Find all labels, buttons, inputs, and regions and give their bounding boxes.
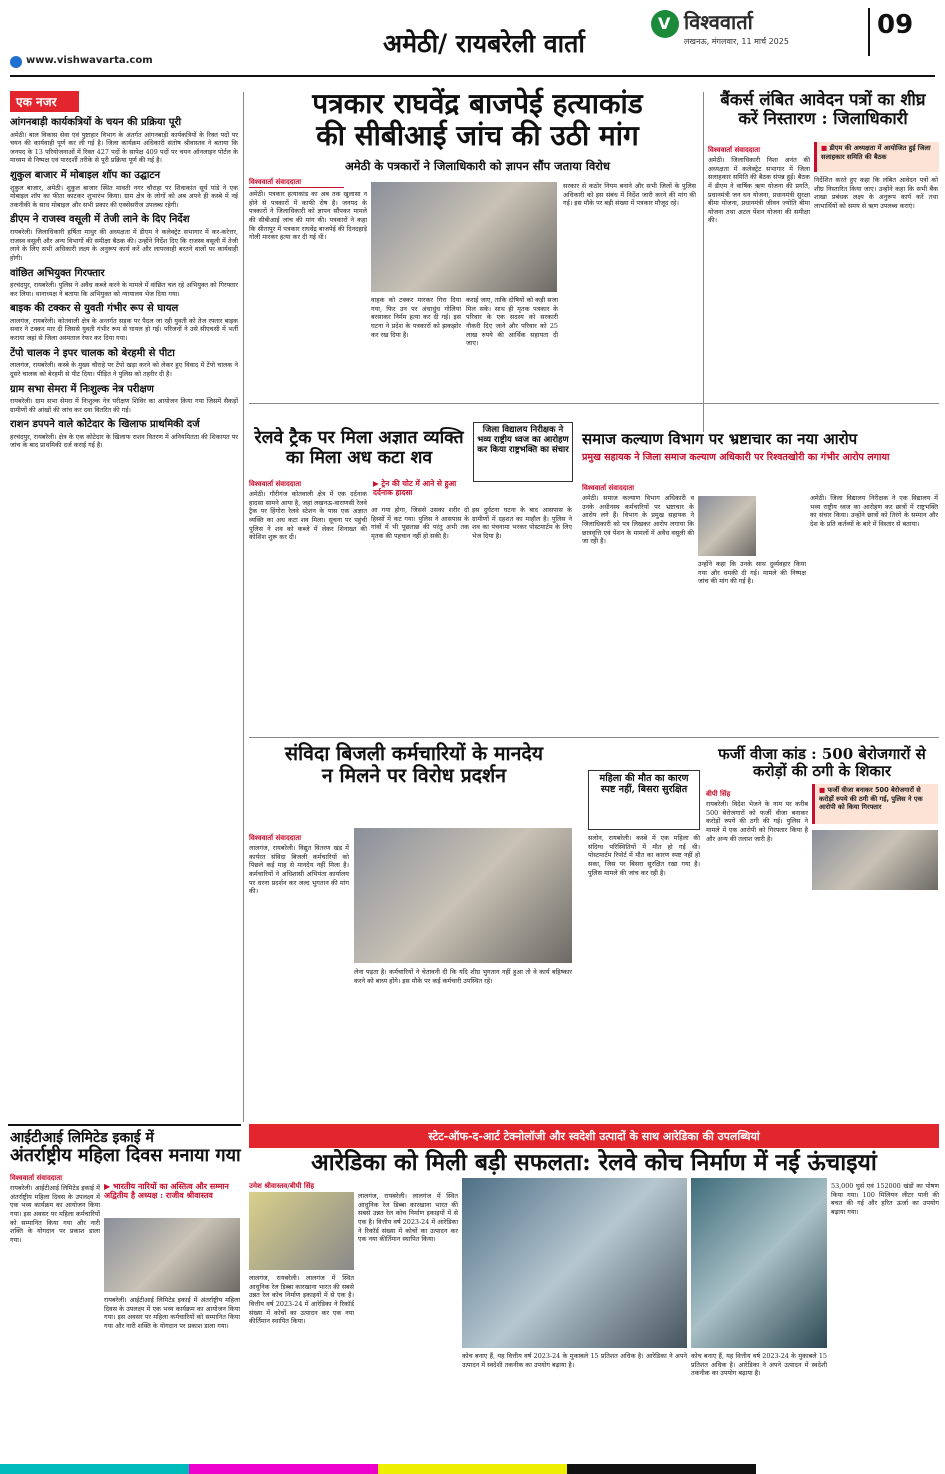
sidebar-headline: बाइक की टक्कर से युवती गंभीर रूप से घायल (10, 303, 179, 315)
rail-body-1: अमेठी। गौरीगंज कोतवाली क्षेत्र में एक दर्दनाक हादसा सामने आया है, जहां लखनऊ-वाराणसी रेलवे ट्रैक पर हिंगोरा रेलवे स्टेशन के पास एक अज्ञात व्यक्ति का अध कटा शव मिला। सूचना पर पहुंची पुलिस ने शव को कब्जे में लेकर शिनाख्त की कोशिश शुरू कर दी। (249, 490, 367, 542)
sidebar-headline: शुकुल बाजार में मोबाइल शॉप का उद्घाटन (10, 170, 161, 182)
sidebar-body: शुकुल बाजार, अमेठी। शुकुल बाजार स्थित मावती नगर चौराहा पर शिवाकांत सूर्य पांडे ने एक मोबाइल शॉप का फीता काटकर शुभारंभ किया। ग्राम क्षेत्र के लोगों को अब अपने ही कस्बे में नई तकनीकी के साथ मोबाइल और सभी प्रकार की एक्सेसरीज उपलब्ध रहेगी। (10, 183, 238, 209)
lead-credit: विश्ववार्ता संवाददाता (249, 178, 302, 186)
coach-credit: उमेश श्रीवास्तव/बीपी सिंह (249, 1182, 315, 1190)
social-body-2: उन्होंने कहा कि उनके साथ दुर्व्यवहार किया गया और धमकी दी गई। मामले की निष्पक्ष जांच की मांग की गई है। (698, 560, 806, 586)
social-body-1: अमेठी। समाज कल्याण विभाग अधिकारी व उनके अधीनस्थ कर्मचारियों पर भ्रष्टाचार के आरोप लगे हैं। विभाग के प्रमुख सहायक ने जिलाधिकारी को पत्र लिखकर आरोप लगाया कि छात्रवृत्ति एवं पेंशन के मामलों में अवैध वसूली की जा रही है। (582, 494, 694, 546)
masthead (0, 0, 945, 70)
coach-headline: आरेडिका को मिली बड़ी सफलता: रेलवे कोच निर्माण में नई ऊंचाइयां (311, 1149, 877, 1176)
rail-body-3: इस दुर्घटना घटना के बाद आसपास के ग्रामीणों में दहशत का माहौल है। पुलिस ने शव का पंचनामा भरकर पोस्टमार्टम के लिए भेज दिया है। (472, 506, 572, 540)
social-credit: विश्ववार्ता संवाददाता (582, 484, 635, 492)
school-body: अमेठी। जिला विद्यालय निरीक्षक ने एक विद्यालय में भव्य राष्ट्रीय ध्वज का आरोहण कर छात्रों में राष्ट्रभक्ति का संचार किया। उन्होंने छात्रों को तिरंगे के सम्मान और देश के प्रति कर्तव्यों के बारे में विस्तार से बताया। (810, 494, 938, 528)
lead-subhead: अमेठी के पत्रकारों ने जिलाधिकारी को ज्ञापन सौंप जताया विरोध (345, 159, 610, 173)
paper-name: विश्ववार्ता (684, 10, 753, 34)
sidebar-body: रायबरेली। जिलाधिकारी हर्षिता माथुर की अध्यक्षता में डीएम ने कलेक्ट्रेट सभागार में कर-करेत्तर, राजस्व वसूली और अन्य विभागों की समीक्षा बैठक की। उन्होंने निर्देश दिए कि राजस्व वसूली में तेजी लाने के लिए सभी अधिकारी लक्ष्य के अनुरूप कार्य करें और लापरवाही बरतने वालों पर कार्यवाही होगी। (10, 227, 238, 262)
lead-body-1: अमेठी। पत्रकार हत्याकांड का अब तक खुलासा न होने से पत्रकारों में काफी रोष है। जनपद के पत्रकारों ने जिलाधिकारी को ज्ञापन सौंपकर मामले की सीबीआई जांच की मांग की। पत्रकारों ने कहा कि सीतापुर में पत्रकार राघवेंद्र बाजपेई की दिनदहाड़े गोली मारकर हत्या कर दी गई थी। (249, 190, 367, 242)
bankers-highlight: ■ डीएम की अध्यक्षता में आयोजित हुई जिला सलाहकार समिति की बैठक (814, 142, 939, 172)
sidebar-body: हरचंदपुर, रायबरेली। क्षेत्र के एक कोटेदार के खिलाफ राशन वितरण में अनियमितता की शिकायत पर जांच के बाद प्राथमिकी दर्ज कराई गई है। (10, 432, 238, 450)
section-rule (249, 403, 939, 404)
coach-photo-1 (249, 1192, 354, 1270)
coach-body-1b: लालगंज, रायबरेली। लालगंज में स्थित आधुनिक रेल डिब्बा कारखाना भारत की सबसे उन्नत रेल कोच निर्माण इकाइयों में से एक है। वित्तीय वर्ष 2023-24 में आरेडिका ने रिकॉर्ड संख्या में कोचों का उत्पादन कर एक नया कीर्तिमान स्थापित किया। (358, 1192, 458, 1244)
bankers-credit: विश्ववार्ता संवाददाता (708, 146, 761, 154)
coach-photo-3 (691, 1178, 827, 1348)
header-rule (10, 75, 935, 77)
iti-photo (104, 1218, 240, 1292)
globe-icon (10, 56, 22, 68)
social-headline: समाज कल्याण विभाग पर भ्रष्टाचार का नया आरोप (582, 430, 858, 448)
divider (249, 187, 344, 188)
lead-headline: पत्रकार राघवेंद्र बाजपेई हत्याकांड की सीबीआई जांच की उठी मांग (312, 87, 643, 153)
sidebar (10, 91, 238, 1121)
sidebar-headline: डीएम ने राजस्व वसूली में तेजी लाने के दिए निर्देश (10, 214, 190, 226)
coach-body-2: कोच बनाए हैं, यह वित्तीय वर्ष 2023-24 के मुकाबले 15 प्रतिशत अधिक है। आरेडिका ने अपने उत्पादन में स्वदेशी तकनीक का उपयोग बढ़ाया है। (462, 1352, 687, 1369)
rail-body-2: आ गया होगा, जिससे उसका शरीर दो हिस्सों में कट गया। पुलिस ने आसपास के गांवों में भी पूछताछ की परंतु अभी तक मृतक की पहचान नहीं हो सकी है। (371, 506, 469, 540)
sidebar-headline: राशन डपपने वाले कोटेदार के खिलाफ प्राथमिकी दर्ज (10, 419, 200, 431)
rail-credit: विश्ववार्ता संवाददाता (249, 480, 302, 488)
lead-body-4: सरकार से कठोर नियम बनाने और सभी जिलों के पुलिस अधिकारी को इस संबंध में निर्देश जारी करने की मांग की गई। इस मौके पर बड़ी संख्या में पत्रकार मौजूद रहे। (563, 182, 696, 208)
sidebar-headline: वांछित अभियुक्त गिरफ्तार (10, 267, 105, 279)
sidebar-label: एक नजर (10, 91, 79, 112)
website-link[interactable]: www.vishwavarta.com (26, 55, 153, 66)
electric-body-1: लालगंज, रायबरेली। विद्युत वितरण खंड में कार्यरत संविदा बिजली कर्मचारियों को पिछले कई माह से मानदेय नहीं मिला है। कर्मचारियों ने अधिशासी अभियंता कार्यालय पर धरना प्रदर्शन कर जल्द भुगतान की मांग की। (249, 844, 349, 896)
sidebar-body: हरचंदपुर, रायबरेली। पुलिस ने अवैध कब्जे करने के मामले में वांछित चल रहे अभियुक्त को गिरफ्तार कर लिया। थानाध्यक्ष ने बताया कि अभियुक्त को न्यायालय भेज दिया गया। (10, 281, 238, 298)
sidebar-headline: ग्राम सभा सेमरा में निःशुल्क नेत्र परीक्षण (10, 383, 154, 395)
visa-photo (812, 830, 938, 890)
sidebar-headline: आंगनबाड़ी कार्यकत्रियों के चयन की प्रक्रिया पूरी (10, 117, 182, 128)
section-rule (8, 1124, 241, 1126)
column-divider (703, 92, 704, 432)
visa-headline: फर्जी वीजा कांड : 500 बेरोजगारों से करोड़ों की ठगी के शिकार (718, 745, 926, 781)
coach-kicker: स्टेट-ऑफ-द-आर्ट टेक्नोलॉजी और स्वदेशी उत्पादों के साथ आरेडिका की उपलब्धियां (249, 1124, 939, 1148)
coach-body-1: लालगंज, रायबरेली। लालगंज में स्थित आधुनिक रेल डिब्बा कारखाना भारत की सबसे उन्नत रेल कोच निर्माण इकाइयों में से एक है। वित्तीय वर्ष 2023-24 में आरेडिका ने रिकॉर्ड संख्या में कोचों का उत्पादन कर एक नया कीर्तिमान स्थापित किया। (249, 1274, 354, 1326)
woman-headline-box (588, 770, 700, 830)
coach-body-2b: कोच बनाए हैं, यह वित्तीय वर्ष 2023-24 के मुकाबले 15 प्रतिशत अधिक है। आरेडिका ने अपने उत्पादन में स्वदेशी तकनीक का उपयोग बढ़ाया है। (691, 1352, 827, 1378)
woman-headline: महिला की मौत का कारण स्पष्ट नहीं, बिसरा सुरक्षित (599, 773, 689, 795)
iti-body: रायबरेली। आईटीआई लिमिटेड इकाई में अंतर्राष्ट्रीय महिला दिवस के उपलक्ष्य में एक भव्य कार्यक्रम का आयोजन किया गया। इस अवसर पर महिला कर्मचारियों को सम्मानित किया गया और नारी शक्ति के योगदान पर प्रकाश डाला गया। (10, 1184, 100, 1244)
electric-headline: संविदा बिजली कर्मचारियों के मानदेय न मिलने पर विरोध प्रदर्शन (284, 742, 544, 788)
sidebar-body: लालगंज, रायबरेली। कोतवाली क्षेत्र के अन्तर्गत सड़क पर पैदल जा रही युवती को तेज रफ्तार बाइक सवार ने टक्कर मार दी जिससे युवती गंभीर रूप से घायल हो गई। परिजनों ने उसे सीएचसी में भर्ती कराया जहां से जिला अस्पताल रेफर कर दिया गया। (10, 316, 238, 343)
electric-photo (354, 828, 572, 963)
paper-logo-icon: V (651, 10, 679, 38)
social-subhead: प्रमुख सहायक ने जिला समाज कल्याण अधिकारी पर रिश्वतखोरी का गंभीर आरोप लगाया (582, 452, 890, 463)
sidebar-body: अमेठी। बाल विकास सेवा एवं पुष्टाहार विभाग के अंतर्गत आंगनबाड़ी कार्यकत्रियों के रिक्त पदों पर चयन की कार्यवाही पूर्ण कर ली गई है। जिला कार्यक्रम अधिकारी संतोष श्रीवास्तव ने बताया कि जनपद के 13 परियोजनाओं में रिक्त 427 पदों के सापेक्ष 409 पदों पर चयन ऑनलाइन पोर्टल के माध्यम से निष्पक्ष एवं पारदर्शी तरीके से पूरी प्रक्रिया पूर्ण की गई है। (10, 130, 238, 165)
iti-headline: आईटीआई लिमिटेड इकाई में अंतर्राष्ट्रीय महिला दिवस मनाया गया (10, 1130, 241, 1167)
iti-credit: विश्ववार्ता संवाददाता (10, 1174, 63, 1182)
bankers-body-1: अमेठी। जिलाधिकारी निशा अनंत की अध्यक्षता में कलेक्ट्रेट सभागार में जिला सलाहकार समिति की बैठक संपन्न हुई। बैठक में डीएम ने वार्षिक ऋण योजना की प्रगति, प्रधानमंत्री जन धन योजना, प्रधानमंत्री सुरक्षा बीमा योजना, प्रधानमंत्री जीवन ज्योति बीमा योजना तथा अटल पेंशन योजना की समीक्षा की। (708, 156, 810, 225)
sidebar-body: रायबरेली। ग्राम सभा सेमरा में निःशुल्क नेत्र परीक्षण शिविर का आयोजन किया गया जिसमें सैकड़ों ग्रामीणों की आंखों की जांच कर दवा वितरित की गई। (10, 397, 238, 414)
school-headline-box (473, 422, 573, 482)
social-photo (698, 496, 756, 556)
lead-body-2: वाहक को टक्कर मारकर गिरा दिया गया, फिर उन पर अंधाधुंध गोलियां बरसाकर निर्मम हत्या कर दी गई। इस घटना ने प्रदेश के पत्रकारों को झकझोर कर रख दिया है। (371, 296, 461, 339)
sidebar-headline: टेंपो चालक ने इपर चालक को बेरहमी से पीटा (10, 347, 175, 359)
iti-deck: ▶ भारतीय नारियों का अस्तित्व और सम्मान अद्वितीय है अध्यक्ष : राजीव श्रीवास्तव (104, 1181, 229, 1201)
coach-body-3: 53,000 घुर्स एवं 152000 खंडों का पोषण किया गया। 100 मिलियन लीटर पानी की बचत की गई और हरित ऊर्जा का उपयोग बढ़ाया गया। (831, 1182, 939, 1216)
bankers-body-2: निर्देशित करते हुए कहा कि लंबित आवेदन पत्रों को शीघ्र निस्तारित किया जाए। उन्होंने कहा कि सभी बैंक शाखा प्रबंधक लक्ष्य के अनुरूप कार्य करें तथा लाभार्थियों को समय से ऋण उपलब्ध कराएं। (814, 176, 938, 210)
color-bar (0, 1464, 945, 1474)
iti-body-2: रायबरेली। आईटीआई लिमिटेड इकाई में अंतर्राष्ट्रीय महिला दिवस के उपलक्ष्य में एक भव्य कार्यक्रम का आयोजन किया गया। इस अवसर पर महिला कर्मचारियों को सम्मानित किया गया और नारी शक्ति के योगदान पर प्रकाश डाला गया। (104, 1296, 240, 1330)
section-title: अमेठी/ रायबरेली वार्ता (383, 29, 585, 58)
column-divider (243, 92, 244, 1122)
coach-photo-2 (462, 1178, 687, 1348)
visa-body: रायबरेली। विदेश भेजने के नाम पर करीब 500 बेरोजगारों को फर्जी वीजा बनाकर करोड़ों रुपये की ठगी की गई। पुलिस ने मामले में एक आरोपी को गिरफ्तार किया है और अन्य की तलाश जारी है। (706, 800, 808, 843)
section-rule (249, 737, 939, 738)
divider (868, 8, 870, 56)
bankers-headline: बैंकर्स लंबित आवेदन पत्रों का शीघ्र करें निस्तारण : जिलाधिकारी (720, 90, 926, 128)
visa-credit: बीपी सिंह (706, 790, 731, 798)
woman-body: सलोन, रायबरेली। कस्बे में एक महिला की संदिग्ध परिस्थितियों में मौत हो गई थी। पोस्टमार्टम रिपोर्ट में मौत का कारण स्पष्ट नहीं हो सका, जिस पर बिसरा सुरक्षित रखा गया है। पुलिस मामले की जांच कर रही है। (588, 834, 700, 877)
electric-credit: विश्ववार्ता संवाददाता (249, 834, 302, 842)
visa-highlight: ■ फर्जी वीजा बनाकर 500 बेरोजगारों से करोड़ों रुपये की ठगी की गई, पुलिस ने एक आरोपी को किया गिरफ्तार (812, 784, 938, 824)
school-headline: जिला विद्यालय निरीक्षक ने भव्य राष्ट्रीय ध्वज का आरोहण कर किया राष्ट्रभक्ति का संचार (477, 425, 569, 455)
sidebar-body: लालगंज, रायबरेली। कस्बे के मुख्य चौराहे पर टेंपो खड़ा करने को लेकर हुए विवाद में टेंपो चालक ने दूसरे चालक को बेरहमी से पीट दिया। पीड़ित ने पुलिस को तहरीर दी है। (10, 361, 238, 378)
date-line: लखनऊ, मंगलवार, 11 मार्च 2025 (684, 37, 789, 46)
lead-photo (371, 182, 557, 292)
rail-deck: ▶ ट्रेन की चोट में आने से हुआ दर्दनाक हादसा (373, 479, 457, 497)
electric-body-2: लेना पड़ता है। कर्मचारियों ने चेतावनी दी कि यदि शीघ्र भुगतान नहीं हुआ तो वे कार्य बहिष्कार करने को बाध्य होंगे। इस मौके पर कई कर्मचारी उपस्थित रहे। (354, 968, 572, 985)
page-number: 09 (877, 10, 914, 40)
lead-body-3: कराई जाए, ताकि दोषियों को कड़ी सजा मिल सके। साथ ही मृतक पत्रकार के परिवार के एक सदस्य को सरकारी नौकरी दिए जाने और परिवार को 25 लाख रुपये की आर्थिक सहायता दी जाए। (466, 296, 558, 348)
rail-headline: रेलवे ट्रैक पर मिला अज्ञात व्यक्ति का मिला अध कटा शव (254, 428, 464, 469)
